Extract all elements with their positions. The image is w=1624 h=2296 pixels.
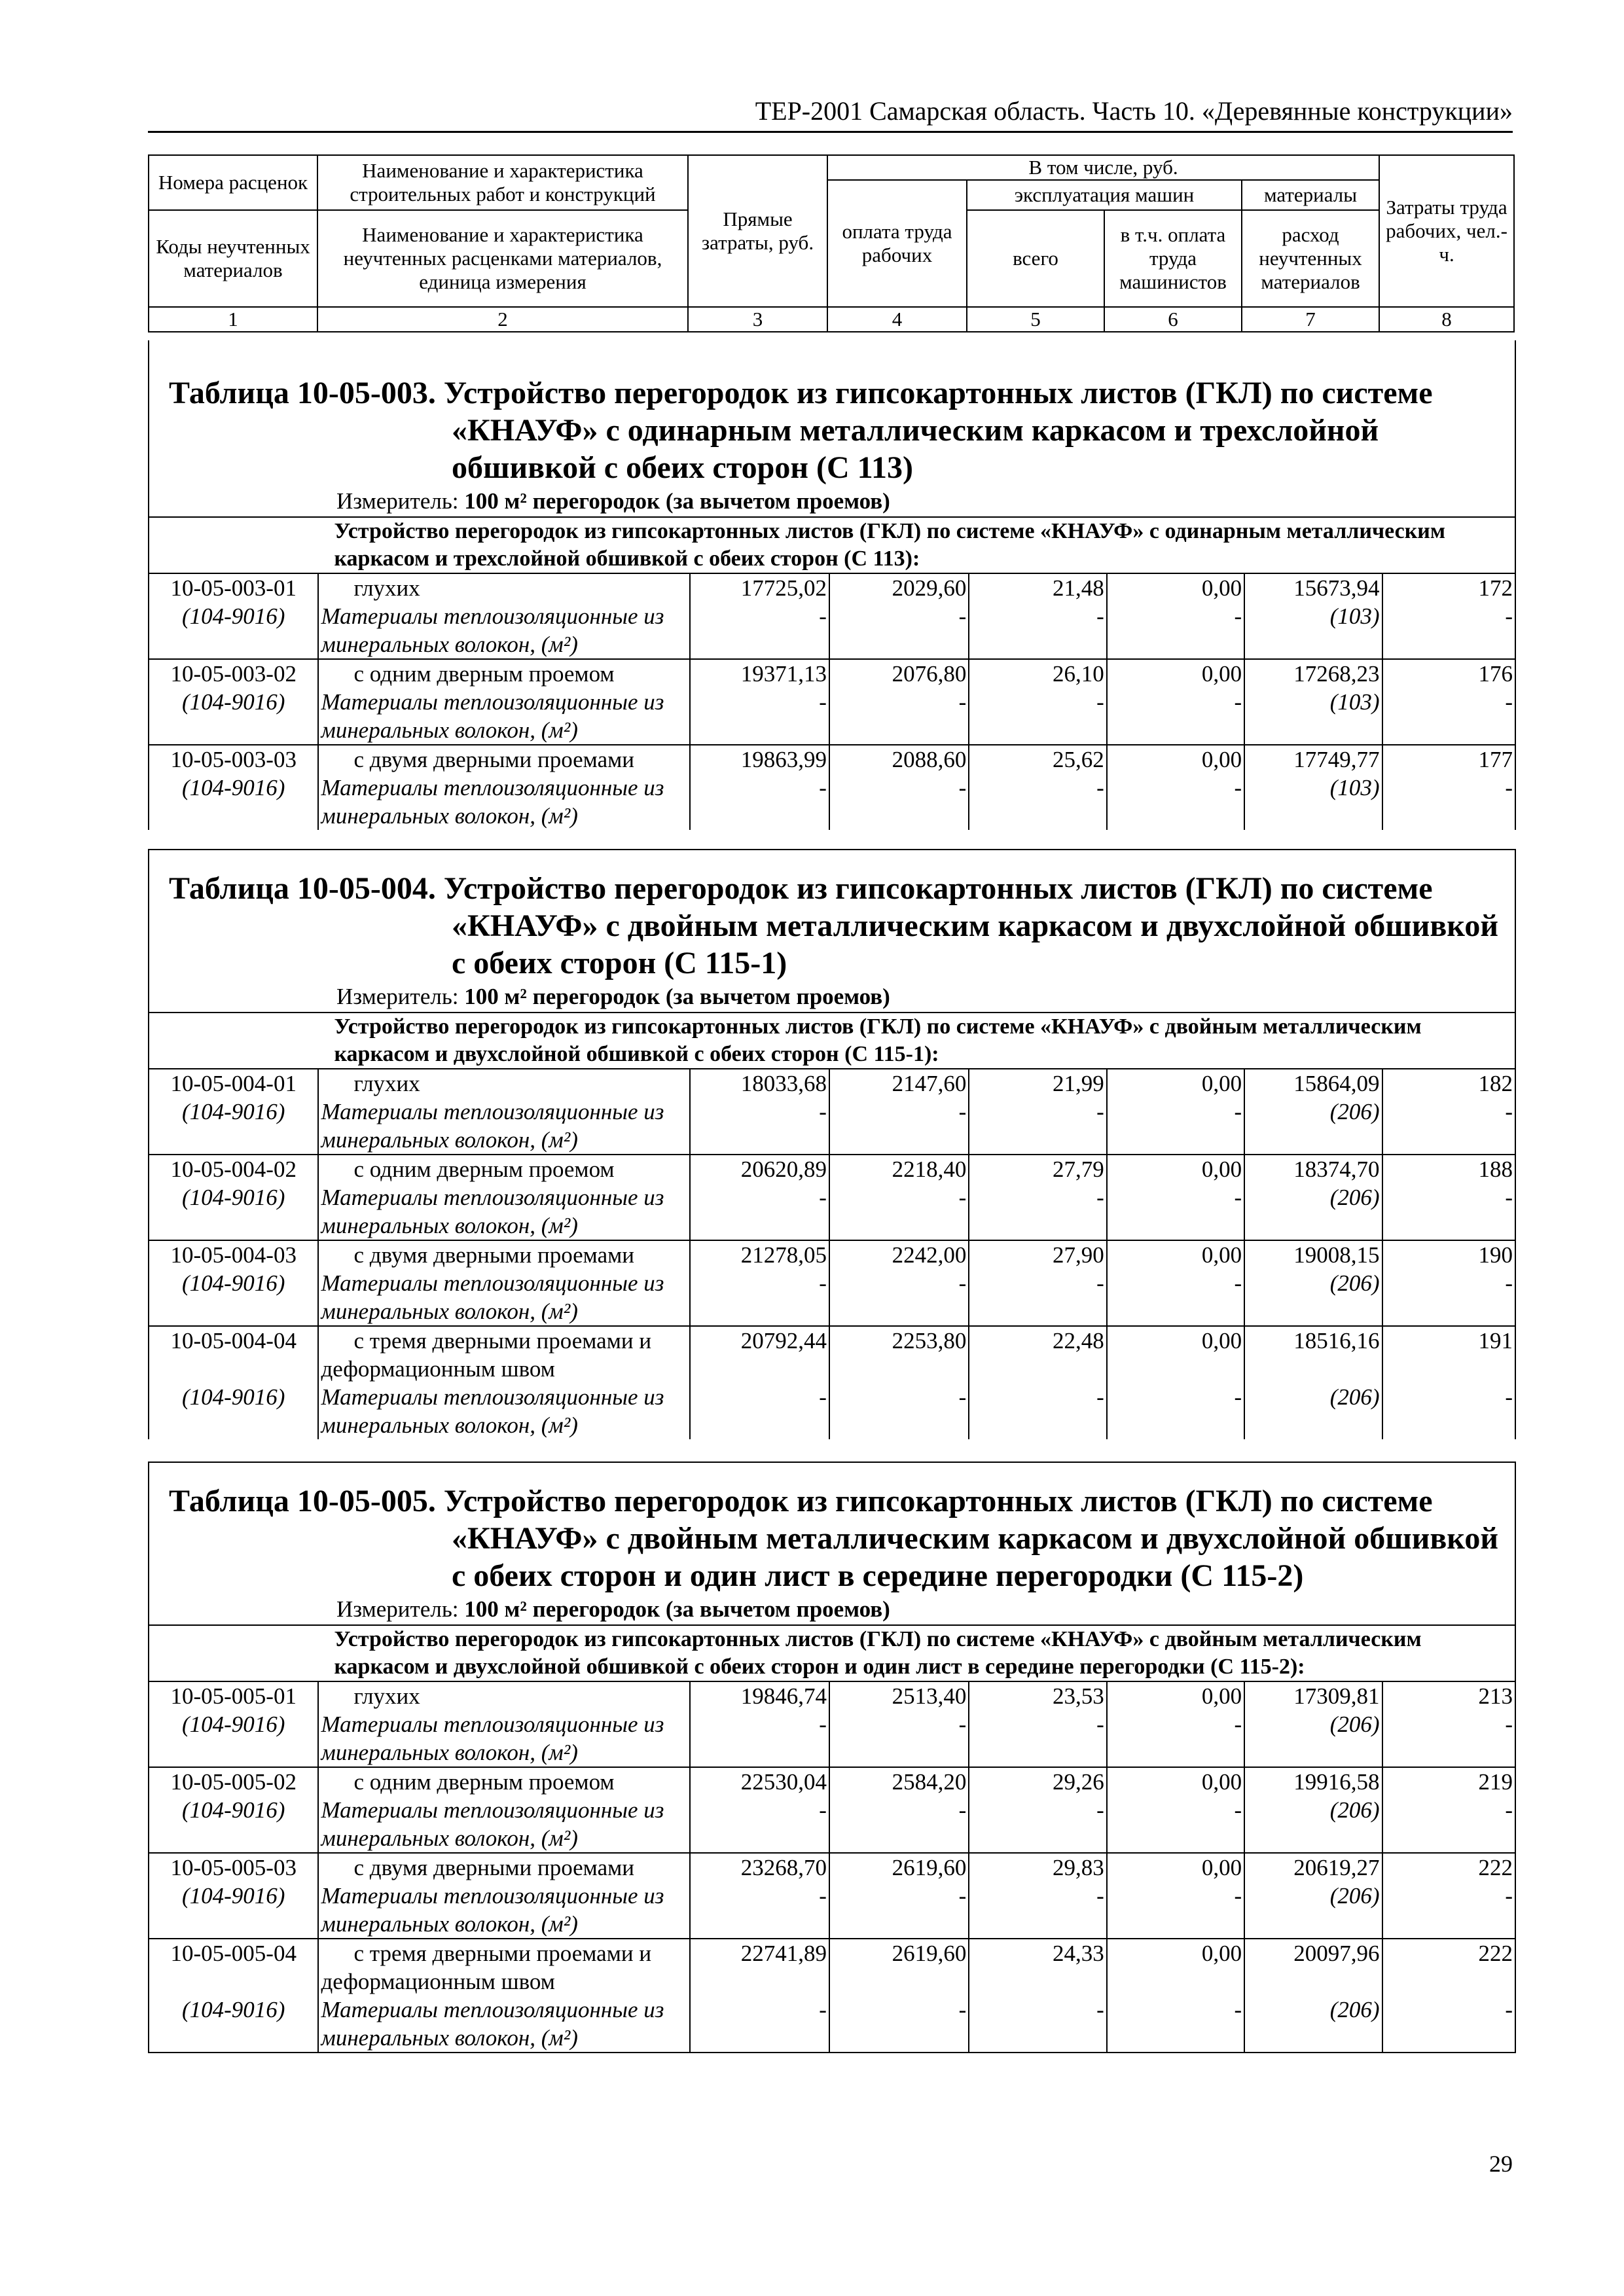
material-name: Материалы теплоизоляционные из минеральных волокон, (м²) — [321, 1099, 664, 1153]
col-labor-header: оплата труда рабочих — [827, 180, 967, 307]
material-name: Материалы теплоизоляционные из минеральных волокон, (м²) — [321, 1270, 664, 1324]
material-name: Материалы теплоизоляционные из минеральных волокон, (м²) — [321, 603, 664, 657]
col-uname-header: Наименование и характеристика неучтенных расценками материалов, единица измерения — [317, 210, 688, 307]
section-title: Таблица 10-05-004. Устройство перегородок из гипсокартонных листов (ГКЛ) по системе «КНАУФ» с двойным металлическим каркасом и двухслойной обшивкой с обеих сторон (С 115-1) — [169, 871, 1498, 980]
table-row: 10-05-005-01 (104-9016) глухих Материалы теплоизоляционные из минеральных волокон, (м²) 19846,74 - 2513,40 - 23,53 - 0,00 - 17309,81 (206) 213 - — [149, 1681, 1515, 1767]
col-machines-header: эксплуатация машин — [967, 180, 1242, 210]
table-section — [148, 340, 1516, 830]
rate-code: 10-05-004-03 (104-9016) — [149, 1240, 318, 1326]
rate-name: с одним дверным проемом — [353, 661, 615, 687]
rate-name: с двумя дверными проемами — [353, 1242, 634, 1268]
section-title: Таблица 10-05-005. Устройство перегородок из гипсокартонных листов (ГКЛ) по системе «КНАУФ» с двойным металлическим каркасом и двухслойной обшивкой с обеих сторон и один лист в середине перегородки (С 115-2) — [169, 1484, 1498, 1593]
rate-code: 10-05-005-04 (104-9016) — [149, 1939, 318, 2052]
col-number: 8 — [1379, 307, 1514, 332]
rate-code: 10-05-005-01 (104-9016) — [149, 1681, 318, 1767]
rates-table — [149, 1624, 1515, 2052]
table-row: 10-05-003-01 (104-9016) глухих Материалы теплоизоляционные из минеральных волокон, (м²) 17725,02 - 2029,60 - 21,48 - 0,00 - 15673,94 (103) 172 - — [149, 573, 1515, 659]
col-number: 1 — [149, 307, 317, 332]
col-mach-total-header: всего — [967, 210, 1104, 307]
rate-name: глухих — [353, 575, 420, 601]
rate-code: 10-05-005-03 (104-9016) — [149, 1853, 318, 1939]
rate-name: с тремя дверными проемами и деформационным швом — [321, 1328, 652, 1382]
rate-code: 10-05-005-02 (104-9016) — [149, 1767, 318, 1853]
rate-code: 10-05-003-02 (104-9016) — [149, 659, 318, 745]
rate-code: 10-05-004-04 (104-9016) — [149, 1326, 318, 1439]
table-row: 10-05-005-02 (104-9016) с одним дверным проемом Материалы теплоизоляционные из минеральных волокон, (м²) 22530,04 - 2584,20 - 29,26 - 0,00 - 19916,58 (206) 219 - — [149, 1767, 1515, 1853]
table-row: 10-05-004-03 (104-9016) с двумя дверными проемами Материалы теплоизоляционные из минеральных волокон, (м²) 21278,05 - 2242,00 - 27,90 - 0,00 - 19008,15 (206) 190 - — [149, 1240, 1515, 1326]
rates-table — [149, 516, 1515, 830]
col-direct-header: Прямые затраты, руб. — [688, 155, 827, 307]
col-umat-header: расход неучтенных материалов — [1242, 210, 1379, 307]
group-title: Устройство перегородок из гипсокартонных листов (ГКЛ) по системе «КНАУФ» с одинарным металлическим каркасом и трехслойной обшивкой с обеих сторон (С 113): — [318, 517, 1515, 573]
col-number: 5 — [967, 307, 1104, 332]
col-hours-header: Затраты труда рабочих, чел.-ч. — [1379, 155, 1514, 307]
rate-name: с двумя дверными проемами — [353, 747, 634, 772]
table-section — [148, 1462, 1516, 2053]
rate-name: глухих — [353, 1071, 420, 1096]
col-mach-labor-header: в т.ч. оплата труда машинистов — [1104, 210, 1242, 307]
material-name: Материалы теплоизоляционные из минеральных волокон, (м²) — [321, 1797, 664, 1851]
page-number: 29 — [1489, 2151, 1513, 2177]
table-row: 10-05-004-02 (104-9016) с одним дверным проемом Материалы теплоизоляционные из минеральных волокон, (м²) 20620,89 - 2218,40 - 27,79 - 0,00 - 18374,70 (206) 188 - — [149, 1155, 1515, 1240]
col-number: 3 — [688, 307, 827, 332]
col-ucodes-header: Коды неучтенных материалов — [149, 210, 317, 307]
material-name: Материалы теплоизоляционные из минеральных волокон, (м²) — [321, 1997, 664, 2051]
col-name-header: Наименование и характеристика строительных работ и конструкций — [317, 155, 688, 210]
rate-code: 10-05-003-03 (104-9016) — [149, 745, 318, 830]
column-header-table — [148, 154, 1515, 332]
col-number: 2 — [317, 307, 688, 332]
material-name: Материалы теплоизоляционные из минеральных волокон, (м²) — [321, 1384, 664, 1438]
page-header: ТЕР-2001 Самарская область. Часть 10. «Деревянные конструкции» — [148, 97, 1513, 133]
col-codes-header: Номера расценок — [149, 155, 317, 210]
rate-name: с тремя дверными проемами и деформационным швом — [321, 1941, 652, 1994]
rate-name: с одним дверным проемом — [353, 1769, 615, 1795]
table-section — [148, 849, 1516, 1439]
material-name: Материалы теплоизоляционные из минеральных волокон, (м²) — [321, 1712, 664, 1765]
col-materials-header: материалы — [1242, 180, 1379, 210]
rate-name: глухих — [353, 1683, 420, 1709]
material-name: Материалы теплоизоляционные из минеральных волокон, (м²) — [321, 1185, 664, 1238]
material-name: Материалы теплоизоляционные из минеральных волокон, (м²) — [321, 775, 664, 829]
rate-code: 10-05-004-01 (104-9016) — [149, 1069, 318, 1155]
table-row: 10-05-003-03 (104-9016) с двумя дверными проемами Материалы теплоизоляционные из минеральных волокон, (м²) 19863,99 - 2088,60 - 25,62 - 0,00 - 17749,77 (103) 177 - — [149, 745, 1515, 830]
group-title: Устройство перегородок из гипсокартонных листов (ГКЛ) по системе «КНАУФ» с двойным металлическим каркасом и двухслойной обшивкой с обеих сторон и один лист в середине перегородки (С 115-2): — [318, 1625, 1515, 1681]
table-row: 10-05-005-04 (104-9016) с тремя дверными проемами и деформационным швом Материалы теплоизоляционные из минеральных волокон, (м²) 22741,89 - 2619,60 - 24,33 - 0,00 - 20097,96 (206) 222 - — [149, 1939, 1515, 2052]
table-row: 10-05-005-03 (104-9016) с двумя дверными проемами Материалы теплоизоляционные из минеральных волокон, (м²) 23268,70 - 2619,60 - 29,83 - 0,00 - 20619,27 (206) 222 - — [149, 1853, 1515, 1939]
table-row: 10-05-004-01 (104-9016) глухих Материалы теплоизоляционные из минеральных волокон, (м²) 18033,68 - 2147,60 - 21,99 - 0,00 - 15864,09 (206) 182 - — [149, 1069, 1515, 1155]
col-in-that-header: В том числе, руб. — [827, 155, 1379, 180]
rate-name: с двумя дверными проемами — [353, 1855, 634, 1880]
table-row: 10-05-004-04 (104-9016) с тремя дверными проемами и деформационным швом Материалы теплоизоляционные из минеральных волокон, (м²) 20792,44 - 2253,80 - 22,48 - 0,00 - 18516,16 (206) 191 - — [149, 1326, 1515, 1439]
measure-line: Измеритель: 100 м² перегородок (за вычетом проемов) — [336, 984, 890, 1009]
rates-table — [149, 1012, 1515, 1439]
col-number: 6 — [1104, 307, 1242, 332]
col-number: 4 — [827, 307, 967, 332]
measure-line: Измеритель: 100 м² перегородок (за вычетом проемов) — [336, 1596, 890, 1622]
material-name: Материалы теплоизоляционные из минеральных волокон, (м²) — [321, 1883, 664, 1937]
table-row: 10-05-003-02 (104-9016) с одним дверным проемом Материалы теплоизоляционные из минеральных волокон, (м²) 19371,13 - 2076,80 - 26,10 - 0,00 - 17268,23 (103) 176 - — [149, 659, 1515, 745]
rate-code: 10-05-004-02 (104-9016) — [149, 1155, 318, 1240]
measure-line: Измеритель: 100 м² перегородок (за вычетом проемов) — [336, 488, 890, 514]
col-number: 7 — [1242, 307, 1379, 332]
section-title: Таблица 10-05-003. Устройство перегородок из гипсокартонных листов (ГКЛ) по системе «КНАУФ» с одинарным металлическим каркасом и трехслойной обшивкой с обеих сторон (С 113) — [169, 376, 1433, 485]
group-title: Устройство перегородок из гипсокартонных листов (ГКЛ) по системе «КНАУФ» с двойным металлическим каркасом и двухслойной обшивкой с обеих сторон (С 115-1): — [318, 1013, 1515, 1069]
rate-code: 10-05-003-01 (104-9016) — [149, 573, 318, 659]
material-name: Материалы теплоизоляционные из минеральных волокон, (м²) — [321, 689, 664, 743]
rate-name: с одним дверным проемом — [353, 1157, 615, 1182]
